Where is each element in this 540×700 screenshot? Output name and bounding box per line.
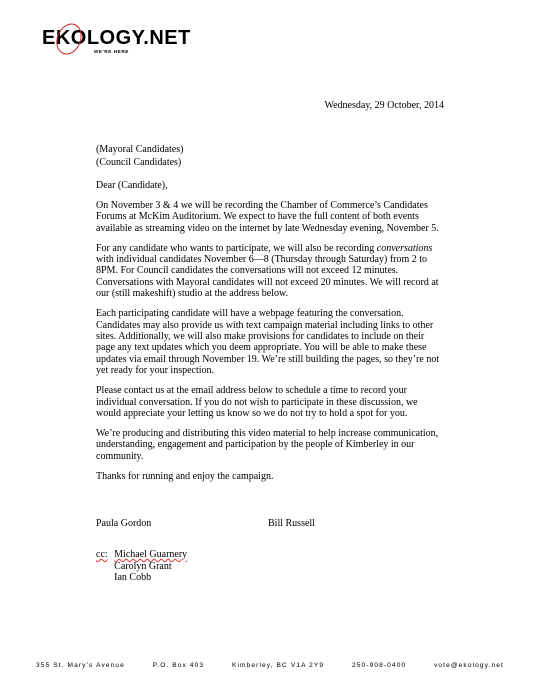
paragraph xyxy=(96,243,442,300)
paragraph: Thanks for running and enjoy the campaign. xyxy=(96,470,274,482)
letter-body xyxy=(96,180,442,490)
footer-po-box: P.O. Box 403 xyxy=(152,662,205,669)
cc-label: cc: xyxy=(96,549,108,560)
cc-name: Michael Guarnery xyxy=(114,549,188,560)
footer-email: vote@ekology.net xyxy=(434,662,504,669)
signature-bill: Bill Russell xyxy=(268,518,315,529)
footer-street: 355 St. Mary’s Avenue xyxy=(36,662,125,669)
paragraph-text: with individual candidates November 6—8 (Thursday through Saturday) from 2 to 8PM. For Council candidates the conversations will not exceed 12 minutes. Conversations with Mayoral candidates will not exceed 20 minutes. We will record at our (still makeshift) studio at the address below. xyxy=(96,254,439,300)
paragraph: On November 3 & 4 we will be recording the Chamber of Commerce’s Candidates Forums at McKim Auditorium. We expect to have the full content of both events available as streaming video on the internet by late Wednesday evening, November 5. xyxy=(96,199,439,234)
recipient-line: (Mayoral Candidates) xyxy=(96,144,184,155)
paragraph: Each participating candidate will have a webpage featuring the conversation. Candidates may also provide us with text campaign material including links to other sites. Additionally, we will also make provisions for candidates to include on their page any text updates which you deem appropriate. You will be able to make these updates via email through November 19. We’re still building the pages, so they’re not yet ready for your inspection. xyxy=(96,308,440,377)
footer-city: Kimberley, BC V1A 2Y9 xyxy=(231,662,325,669)
paragraph: Please contact us at the email address below to schedule a time to record your individual conversation. If you do not wish to participate in these discussion, we would appreciate your letting us know so we do not try to hold a spot for you. xyxy=(96,385,418,419)
logo-wordmark: EKOLOGY.NET xyxy=(42,27,191,49)
logo-ring-icon xyxy=(52,20,86,59)
cc-block xyxy=(96,549,187,584)
signature-paula: Paula Gordon xyxy=(96,518,152,529)
recipient-block xyxy=(96,144,183,169)
cc-name: Ian Cobb xyxy=(114,572,152,583)
salutation: Dear (Candidate), xyxy=(96,180,168,191)
cc-name: Carolyn Grant xyxy=(114,560,172,572)
cc-names xyxy=(114,549,187,584)
paragraph: We’re producing and distributing this video material to help increase communication, understanding, engagement and participation by the people of Kimberley in our community. xyxy=(96,427,439,462)
footer-phone: 250-908-0400 xyxy=(351,662,407,669)
ekology-logo xyxy=(42,27,191,54)
emphasis-text: conversations xyxy=(376,242,433,254)
recipient-line: (Council Candidates) xyxy=(96,156,182,168)
paragraph-text: For any candidate who wants to participate, we will also be recording xyxy=(96,242,377,254)
letterhead-footer xyxy=(36,662,504,669)
letter-date: Wednesday, 29 October, 2014 xyxy=(324,100,444,111)
logo-tagline: WE'RE HERE xyxy=(94,49,129,54)
